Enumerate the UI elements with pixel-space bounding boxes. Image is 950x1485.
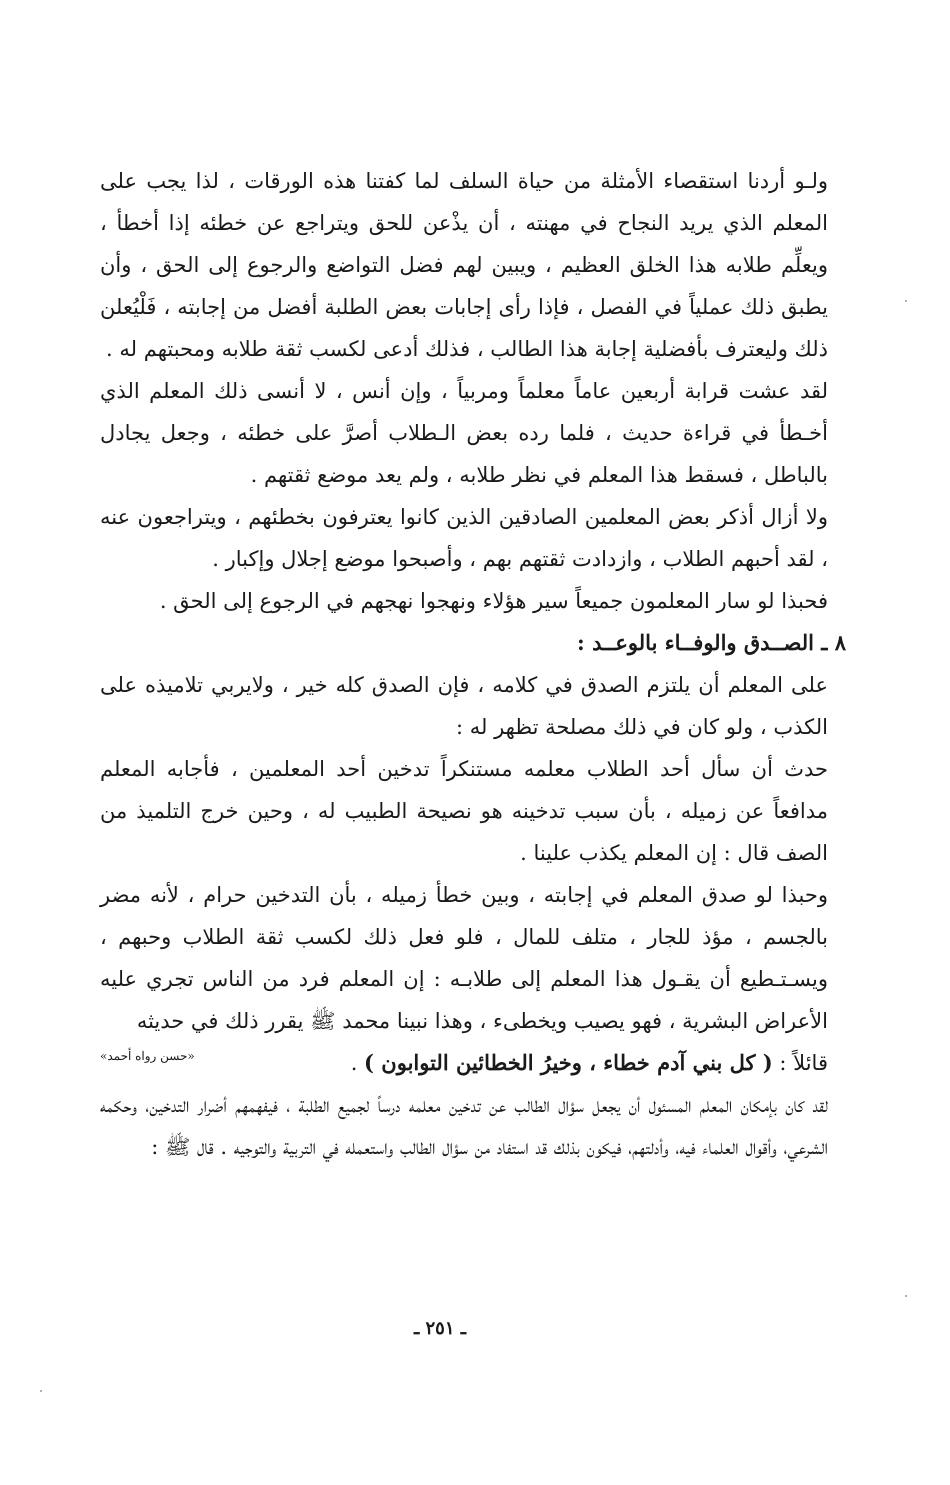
scan-speck bbox=[40, 1390, 42, 1392]
hadith-quote: ( كل بني آدم خطاء ، وخيرُ الخطائين التوابون ) bbox=[364, 1050, 773, 1075]
hadith-lead: قائلاً : bbox=[772, 1051, 828, 1075]
scan-speck bbox=[905, 300, 907, 302]
paragraph-smoking-story: حدث أن سأل أحد الطلاب معلمه مستنكراً تدخين أحد المعلمين ، فأجابه المعلم مدافعاً عن زميله ، بأن سبب تدخينه هو نصيحة الطبيب له ، وحين خرج التلميذ من الصف قال : إن المعلم يكذب علينا . bbox=[100, 757, 828, 865]
hadith-reference: «حسن رواه أحمد» bbox=[100, 1049, 195, 1063]
page-body bbox=[100, 160, 846, 1168]
hadith-tail: . bbox=[350, 1051, 365, 1075]
hadith-line bbox=[100, 1042, 828, 1084]
paragraph-honesty-duty: على المعلم أن يلتزم الصدق في كلامه ، فإن الصدق كله خير ، ولايربي تلاميذه على الكذب ، ولو كان في ذلك مصلحة تظهر له : bbox=[100, 673, 828, 739]
paragraph-exhortation: فحبذا لو سار المعلمون جميعاً سير هؤلاء ونهجوا نهجهم في الرجوع إلى الحق . bbox=[159, 589, 828, 613]
page-number: ـ ٢٥١ ـ bbox=[413, 1318, 467, 1339]
paragraph-truthful-teachers: ولا أزال أذكر بعض المعلمين الصادقين الذين كانوا يعترفون بخطئهم ، ويتراجعون عنه ، لقد أحبهم الطلاب ، وازدادت ثقتهم بهم ، وأصبحوا موضع إجلال وإكبار . bbox=[100, 505, 828, 571]
paragraph-personal-memory: لقد عشت قرابة أربعين عاماً معلماً ومربياً ، وإن أنس ، لا أنسى ذلك المعلم الذي أخـطأ في قراءة حديث ، فلما رده بعض الـطلاب أصرَّ على خطئه ، وجعل يجادل بالباطل ، فسقط هذا المعلم في نظر طلابه ، ولم يعد موضع ثقتهم . bbox=[100, 379, 828, 487]
paragraph-closing: لقد كان بإمكان المعلم المسئول أن يجعل سؤال الطالب عن تدخين معلمه درساً لجميع الطلبة ، فيفهمهم أضرار التدخين، وحكمه الشرعي، وأقوال العلماء فيه، وأدلتهم، فيكون بذلك قد استفاد من سؤال الطالب واستعمله في التربية والتوجيه . قال ﷺ : bbox=[100, 1093, 828, 1159]
section-heading: ٨ ـ الصــدق والوفــاء بالوعــد : bbox=[577, 630, 846, 655]
paragraph-ideal-response: وحبذا لو صدق المعلم في إجابته ، وبين خطأ زميله ، بأن التدخين حرام ، لأنه مضر بالجسم ، مؤذ للجار ، متلف للمال ، فلو فعل ذلك لكسب ثقة الطلاب وحبهم ، ويسـتـطيع أن يقـول هذا المعلم إلى طلابـه : إن المعلم فرد من الناس تجري عليه الأعراض البشرية ، فهو يصيب ويخطىء ، وهذا نبينا محمد ﷺ يقرر ذلك في حديثه bbox=[100, 883, 828, 1033]
scan-speck bbox=[905, 1295, 907, 1297]
paragraph-acknowledging-error: ولـو أردنا استقصاء الأمثلة من حياة السلف لما كفتنا هذه الورقات ، لذا يجب على المعلم الذي يريد النجاح في مهنته ، أن يذْعن للحق ويتراجع عن خطئه إذا أخطأ ، ويعلِّم طلابه هذا الخلق العظيم ، ويبين لهم فضل التواضع والرجوع إلى الحق ، وأن يطبق ذلك عملياً في الفصل ، فإذا رأى إجابات بعض الطلبة أفضل من إجابته ، فَلْيُعلن ذلك وليعترف بأفضلية إجابة هذا الطالب ، فذلك أدعى لكسب ثقة طلابه ومحبتهم له . bbox=[100, 169, 828, 361]
